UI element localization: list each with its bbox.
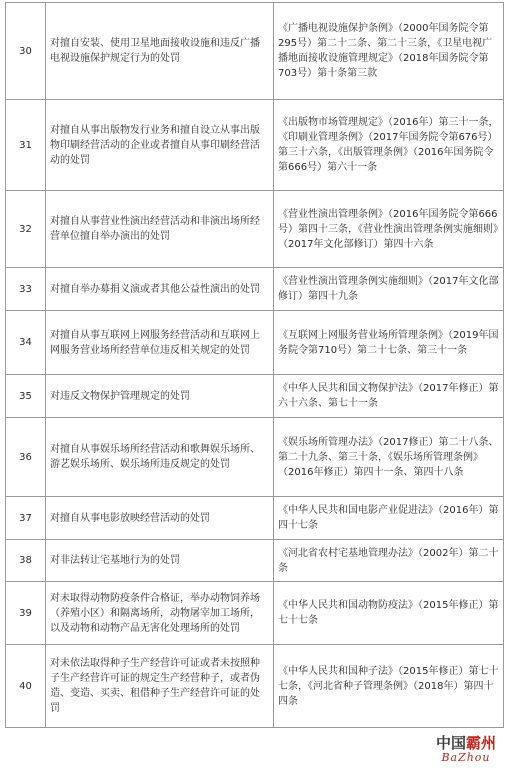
penalty-item: 对擅自从事营业性演出经营活动和非演出场所经营单位擅自举办演出的处罚 <box>46 191 274 268</box>
row-number: 34 <box>6 311 46 375</box>
table-row <box>6 3 504 100</box>
penalty-item: 对未取得动物防疫条件合格证，举办动物饲养场（养殖小区）和隔离场所，动物屠宰加工场所，以及动物和动物产品无害化处理场所的处罚 <box>46 582 274 645</box>
table-row <box>6 100 504 191</box>
penalty-item: 对擅自从事电影放映经营活动的处罚 <box>46 497 274 540</box>
table-row <box>6 497 504 540</box>
penalty-item: 对擅自从事娱乐场所经营活动和歌舞娱乐场所、游艺娱乐场所、娱乐场所违反规定的处罚 <box>46 418 274 497</box>
row-number: 33 <box>6 268 46 311</box>
table-row <box>6 540 504 582</box>
row-number: 35 <box>6 375 46 418</box>
table-row <box>6 191 504 268</box>
penalty-item: 对擅自从事互联网上网服务经营活动和互联网上网服务营业场所经营单位违反相关规定的处罚 <box>46 311 274 375</box>
legal-basis: 《营业性演出管理条例实施细则》（2017年文化部修订）第四十九条 <box>274 268 504 311</box>
legal-basis: 《河北省农村宅基地管理办法》（2002年）第二十条 <box>274 540 504 582</box>
table-row <box>6 268 504 311</box>
legal-basis: 《互联网上网服务营业场所管理条例》（2019年国务院令第710号）第二十七条、第三十一条 <box>274 311 504 375</box>
table-row <box>6 582 504 645</box>
row-number: 32 <box>6 191 46 268</box>
row-number: 38 <box>6 540 46 582</box>
row-number: 39 <box>6 582 46 645</box>
penalty-item: 对擅自安装、使用卫星地面接收设施和违反广播电视设施保护规定行为的处罚 <box>46 3 274 100</box>
enforcement-table <box>5 2 504 728</box>
table-row <box>6 311 504 375</box>
penalty-item: 对未依法取得种子生产经营许可证或者未按照种子生产经营许可证的规定生产经营种子，或者伪造、变造、买卖、租借种子生产经营许可证的处罚 <box>46 645 274 728</box>
table-row <box>6 645 504 728</box>
legal-basis: 《中华人民共和国动物防疫法》（2015年修正）第七十七条 <box>274 582 504 645</box>
row-number: 31 <box>6 100 46 191</box>
legal-basis: 《出版物市场管理规定》（2016年）第三十一条，《印刷业管理条例》（2017年国务院令第676号）第三十六条，《出版管理条例》（2016年国务院令第666号）第六十一条 <box>274 100 504 191</box>
legal-basis: 《娱乐场所管理办法》（2017修正）第二十八条、第二十九条、第三十条，《娱乐场所管理条例》（2016年修正）第四十一条、第四十八条 <box>274 418 504 497</box>
row-number: 30 <box>6 3 46 100</box>
penalty-item: 对擅自从事出版物发行业务和擅自设立从事出版物印刷经营活动的企业或者擅自从事印刷经营活动的处罚 <box>46 100 274 191</box>
legal-basis: 《中华人民共和国电影产业促进法》（2016年）第四十七条 <box>274 497 504 540</box>
legal-basis: 《中华人民共和国种子法》（2015年修正）第七十七条，《河北省种子管理条例》（2018年）第四十四条 <box>274 645 504 728</box>
bazhou-watermark-logo <box>436 732 496 764</box>
watermark-en-text: BaZhou <box>441 751 491 764</box>
penalty-item: 对擅自举办募捐义演或者其他公益性演出的处罚 <box>46 268 274 311</box>
table-row <box>6 418 504 497</box>
legal-basis: 《广播电视设施保护条例》（2000年国务院令第295号）第二十二条、第二十三条，《卫星电视广播地面接收设施管理规定》（2018年国务院令第703号）第十条第三款 <box>274 3 504 100</box>
row-number: 40 <box>6 645 46 728</box>
watermark-cn-text: 中国霸州 <box>435 734 496 752</box>
penalty-item: 对非法转让宅基地行为的处罚 <box>46 540 274 582</box>
legal-basis: 《营业性演出管理条例》（2016年国务院令第666号）第四十三条，《营业性演出管理条例实施细则》（2017年文化部修订）第四十六条 <box>274 191 504 268</box>
legal-basis: 《中华人民共和国文物保护法》（2017年修正）第六十六条、第七十一条 <box>274 375 504 418</box>
row-number: 36 <box>6 418 46 497</box>
table-row <box>6 375 504 418</box>
penalty-item: 对违反文物保护管理规定的处罚 <box>46 375 274 418</box>
row-number: 37 <box>6 497 46 540</box>
